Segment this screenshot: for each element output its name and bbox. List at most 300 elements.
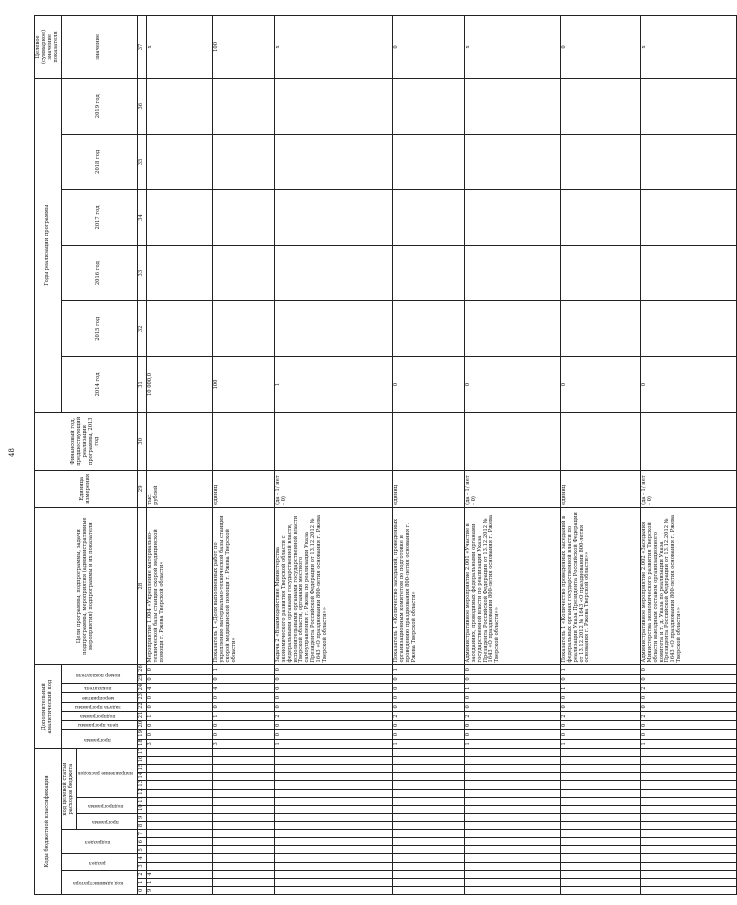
code-cell <box>560 757 640 765</box>
code-cell <box>464 797 560 805</box>
programma-label: программа <box>84 736 112 742</box>
row-finyear <box>274 412 392 470</box>
code-cell: 0 <box>464 665 560 674</box>
row-text: Задача 2 «Взаимодействие Министерства экономического развития Тверской области с федеральными органами государственной власти, исполнительными органами государственной власти Тверской области, органами местного самоуправления г. Ржева по реализации Указа Президента Российской Федерации от 13.12.2012 № 1643 «О праздновании 800-летия основания г. Ржева Тверской области»» <box>274 507 392 665</box>
code-cell <box>640 846 736 854</box>
code-cell <box>274 870 392 878</box>
code-cell: 0 <box>212 693 274 702</box>
code-cell <box>392 789 464 797</box>
index-cell: 30 <box>137 412 146 470</box>
code-cell <box>560 830 640 838</box>
code-cell <box>640 822 736 830</box>
code-cell <box>274 773 392 781</box>
code-cell <box>212 830 274 838</box>
code-cell: 0 <box>146 730 212 739</box>
code-cell <box>274 748 392 756</box>
code-cell <box>274 862 392 870</box>
code-cell <box>464 805 560 813</box>
index-cell: 34 <box>137 190 146 246</box>
code-cell: 0 <box>640 693 736 702</box>
code-cell <box>640 878 736 886</box>
row-2014: 1 <box>274 357 392 413</box>
year-2015-header: 2015 год <box>61 301 137 357</box>
row-total: x <box>464 16 560 79</box>
code-cell: 0 <box>146 665 212 674</box>
index-cell: 15 <box>137 765 146 773</box>
table-row <box>640 16 736 895</box>
code-cell <box>146 805 212 813</box>
code-cell <box>640 854 736 862</box>
code-cell: 0 <box>560 693 640 702</box>
code-cell <box>212 805 274 813</box>
code-cell <box>560 789 640 797</box>
code-cell <box>464 757 560 765</box>
code-cell <box>464 846 560 854</box>
year-2016-header: 2016 год <box>61 245 137 301</box>
years-header: Годы реализации программы <box>35 78 62 412</box>
code-cell <box>464 854 560 862</box>
code-cell <box>212 886 274 894</box>
code-cell <box>212 757 274 765</box>
cel-label: цель программы <box>77 722 118 728</box>
code-cell <box>560 870 640 878</box>
code-cell <box>464 822 560 830</box>
row-2019 <box>560 78 640 134</box>
row-2016 <box>560 245 640 301</box>
row-2017 <box>146 190 212 246</box>
code-cell: 0 <box>392 702 464 711</box>
code-cell <box>212 870 274 878</box>
code-cell: 0 <box>560 721 640 730</box>
code-cell <box>560 878 640 886</box>
index-cell: 36 <box>137 78 146 134</box>
row-2017 <box>392 190 464 246</box>
row-2018 <box>640 134 736 190</box>
code-cell <box>640 838 736 846</box>
code-cell <box>464 862 560 870</box>
row-2018 <box>464 134 560 190</box>
index-cell: 28 <box>137 507 146 665</box>
code-cell <box>464 813 560 821</box>
code-cell: 0 <box>274 684 392 693</box>
index-cell: 1 <box>137 878 146 886</box>
code-cell <box>640 813 736 821</box>
code-cell <box>640 757 736 765</box>
code-cell <box>212 789 274 797</box>
target-header: Целевое (суммарное) значение показателя <box>35 16 62 79</box>
code-cell <box>274 789 392 797</box>
row-finyear <box>146 412 212 470</box>
row-total: x <box>146 16 212 79</box>
code-cell <box>464 830 560 838</box>
year-2018-header: 2018 год <box>61 134 137 190</box>
row-2018 <box>392 134 464 190</box>
code-cell <box>212 854 274 862</box>
code-cell: 0 <box>146 721 212 730</box>
razdel-label: раздел <box>89 859 107 865</box>
code-cell: 4 <box>212 684 274 693</box>
row-2019 <box>640 78 736 134</box>
podrazdel-label: подраздел <box>85 839 111 845</box>
code-cell <box>274 830 392 838</box>
index-cell: 29 <box>137 470 146 507</box>
code-cell <box>464 870 560 878</box>
code-cell: 0 <box>212 702 274 711</box>
code-cell <box>274 846 392 854</box>
row-unit: (да - 1/ нет - 0) <box>640 470 736 507</box>
code-cell: 0 <box>212 674 274 683</box>
code-cell: 0 <box>146 693 212 702</box>
index-cell: 7 <box>137 830 146 838</box>
row-2014: 0 <box>464 357 560 413</box>
code-cell <box>392 838 464 846</box>
year-2017-header: 2017 год <box>61 190 137 246</box>
code-cell: 0 <box>212 730 274 739</box>
row-2018 <box>560 134 640 190</box>
pokazatel-label: показатель <box>84 685 112 691</box>
code-cell <box>392 748 464 756</box>
code-cell <box>464 838 560 846</box>
code-cell <box>640 830 736 838</box>
code-cell: 1 <box>212 711 274 720</box>
code-cell <box>560 846 640 854</box>
index-cell: 33 <box>137 245 146 301</box>
code-cell: 4 <box>146 870 212 878</box>
row-2015 <box>392 301 464 357</box>
code-cell <box>560 822 640 830</box>
index-cell: 13 <box>137 781 146 789</box>
code-cell <box>560 797 640 805</box>
index-cell: 11 <box>137 797 146 805</box>
row-2015 <box>274 301 392 357</box>
code-cell: 1 <box>560 684 640 693</box>
code-cell <box>560 781 640 789</box>
code-cell: 1 <box>146 711 212 720</box>
code-cell <box>392 757 464 765</box>
row-2018 <box>274 134 392 190</box>
code-cell <box>146 846 212 854</box>
index-cell: 26 <box>137 665 146 674</box>
code-cell: 2 <box>640 711 736 720</box>
table-row <box>560 16 640 895</box>
code-cell: 2 <box>392 711 464 720</box>
row-2015 <box>146 301 212 357</box>
index-cell: 22 <box>137 702 146 711</box>
code-cell: 1 <box>464 684 560 693</box>
code-cell <box>560 854 640 862</box>
code-cell <box>640 781 736 789</box>
target-article-header: код целевой статьи расходов бюджета <box>61 748 76 829</box>
code-cell <box>640 886 736 894</box>
row-unit: единиц <box>560 470 640 507</box>
row-2016 <box>212 245 274 301</box>
code-cell: 0 <box>392 684 464 693</box>
code-cell <box>392 765 464 773</box>
row-finyear <box>464 412 560 470</box>
program-table <box>34 15 737 895</box>
index-cell: 4 <box>137 854 146 862</box>
code-cell: 0 <box>560 674 640 683</box>
index-cell: 3 <box>137 862 146 870</box>
code-cell <box>560 813 640 821</box>
goals-header: Цели программы, подпрограммы, задачи подпрограммы, мероприятия (административные мероприятия) подпрограммы и их показатели <box>35 507 138 665</box>
row-finyear <box>560 412 640 470</box>
row-2017 <box>464 190 560 246</box>
row-unit: (да - 1/ нет - 0) <box>464 470 560 507</box>
row-total: x <box>640 16 736 79</box>
code-cell <box>640 748 736 756</box>
table-row <box>464 16 560 895</box>
code-cell <box>560 805 640 813</box>
code-cell: 0 <box>640 702 736 711</box>
code-cell: 0 <box>146 702 212 711</box>
row-2016 <box>274 245 392 301</box>
row-text: Административное мероприятие 2.002 «Заседания Министерства экономического развития Тверской области выездным составом организационного комитета и т. д. Указа по реализации Указа Президента Российской Федерации от 13.12.2012 № 1643 «О праздновании 800-летия основания г. Ржева Тверской области»» <box>640 507 736 665</box>
code-cell: 0 <box>640 721 736 730</box>
code-cell <box>274 765 392 773</box>
code-cell: 0 <box>392 730 464 739</box>
code-cell <box>212 838 274 846</box>
code-admin-label: код администратора <box>72 879 123 885</box>
row-2017 <box>274 190 392 246</box>
index-cell: 5 <box>137 846 146 854</box>
code-cell: 3 <box>146 739 212 748</box>
code-cell: 0 <box>640 665 736 674</box>
code-cell: 0 <box>640 674 736 683</box>
code-cell: 2 <box>274 711 392 720</box>
code-cell: 0 <box>464 674 560 683</box>
code-cell <box>146 813 212 821</box>
code-cell <box>392 822 464 830</box>
code-cell: 0 <box>212 721 274 730</box>
row-unit: единиц <box>392 470 464 507</box>
row-2015 <box>640 301 736 357</box>
row-unit: единиц <box>212 470 274 507</box>
code-cell <box>392 870 464 878</box>
code-cell: 3 <box>212 739 274 748</box>
code-cell: 0 <box>392 674 464 683</box>
table-row <box>212 16 274 895</box>
code-cell <box>640 862 736 870</box>
code-cell: 2 <box>560 711 640 720</box>
code-cell <box>464 789 560 797</box>
code-cell <box>464 765 560 773</box>
code-cell <box>560 748 640 756</box>
index-cell: 21 <box>137 711 146 720</box>
row-2019 <box>392 78 464 134</box>
code-cell <box>640 805 736 813</box>
code-cell <box>146 789 212 797</box>
code-cell <box>146 830 212 838</box>
podprogramma-label: подпрограмма <box>80 713 116 719</box>
row-2015 <box>560 301 640 357</box>
unit-header: Единица измерения <box>35 470 138 507</box>
code-cell <box>392 781 464 789</box>
row-2015 <box>212 301 274 357</box>
index-cell: 8 <box>137 822 146 830</box>
code-cell: 0 <box>392 721 464 730</box>
code-cell: 0 <box>464 730 560 739</box>
index-cell: 25 <box>137 674 146 683</box>
code-cell: 0 <box>274 674 392 683</box>
code-cell <box>640 789 736 797</box>
row-2019 <box>212 78 274 134</box>
row-2017 <box>560 190 640 246</box>
row-2019 <box>146 78 212 134</box>
row-2014: 0 <box>392 357 464 413</box>
row-2019 <box>274 78 392 134</box>
code-cell: 0 <box>274 721 392 730</box>
column-index-row <box>137 16 146 895</box>
code-cell <box>392 846 464 854</box>
row-unit: (да - 1/ нет - 0) <box>274 470 392 507</box>
code-cell: 1 <box>212 665 274 674</box>
code-cell <box>274 797 392 805</box>
code-cell: 0 <box>392 693 464 702</box>
row-total: 0 <box>560 16 640 79</box>
code-cell <box>212 781 274 789</box>
row-2016 <box>464 245 560 301</box>
code-cell <box>464 878 560 886</box>
budget-codes-header: Коды бюджетной классификации <box>35 748 62 894</box>
zadacha-label: задача программы <box>74 703 121 709</box>
index-cell: 24 <box>137 684 146 693</box>
index-cell: 32 <box>137 301 146 357</box>
code-cell: 0 <box>560 702 640 711</box>
code-cell <box>212 846 274 854</box>
row-finyear <box>392 412 464 470</box>
row-total: 0 <box>392 16 464 79</box>
code-cell <box>274 854 392 862</box>
code-cell: 1 <box>146 878 212 886</box>
index-cell: 2 <box>137 870 146 878</box>
index-cell: 17 <box>137 748 146 756</box>
code-cell <box>146 862 212 870</box>
code-cell: 0 <box>274 693 392 702</box>
code-cell <box>274 805 392 813</box>
code-cell: 1 <box>640 739 736 748</box>
sub-programma-label: программа <box>91 819 119 825</box>
index-cell: 0 <box>137 886 146 894</box>
code-cell <box>146 822 212 830</box>
code-cell <box>392 797 464 805</box>
code-cell <box>146 773 212 781</box>
row-2014: 0 <box>640 357 736 413</box>
code-cell: 9 <box>146 886 212 894</box>
row-2014: 10 000,0 <box>146 357 212 413</box>
code-cell <box>212 862 274 870</box>
year-2019-header: 2019 год <box>61 78 137 134</box>
code-cell: 0 <box>146 674 212 683</box>
code-cell: 0 <box>640 730 736 739</box>
code-cell <box>560 838 640 846</box>
code-cell <box>274 886 392 894</box>
code-cell <box>146 765 212 773</box>
code-cell <box>274 813 392 821</box>
code-cell <box>212 822 274 830</box>
code-cell <box>640 773 736 781</box>
code-cell <box>640 765 736 773</box>
code-cell: 1 <box>392 739 464 748</box>
code-cell: 0 <box>274 665 392 674</box>
code-cell: 1 <box>560 665 640 674</box>
code-cell <box>560 765 640 773</box>
code-cell <box>464 748 560 756</box>
code-cell: 2 <box>464 711 560 720</box>
code-cell <box>274 781 392 789</box>
znachenie-header: значение <box>61 16 137 79</box>
row-2014: 0 <box>560 357 640 413</box>
row-unit: тыс. рублей <box>146 470 212 507</box>
code-cell: 1 <box>392 665 464 674</box>
row-2017 <box>212 190 274 246</box>
index-cell: 37 <box>137 16 146 79</box>
sub-podprogramma-label: подпрограмма <box>87 802 123 808</box>
code-cell <box>560 773 640 781</box>
row-finyear <box>640 412 736 470</box>
code-cell <box>392 854 464 862</box>
nomer-pokazatelya-label: номер показателя <box>75 671 120 677</box>
code-cell: 0 <box>560 730 640 739</box>
code-cell <box>274 822 392 830</box>
row-2018 <box>212 134 274 190</box>
code-cell <box>212 765 274 773</box>
code-cell <box>392 773 464 781</box>
row-2018 <box>146 134 212 190</box>
code-cell <box>392 862 464 870</box>
index-cell: 23 <box>137 693 146 702</box>
code-cell: 0 <box>274 730 392 739</box>
index-cell: 19 <box>137 730 146 739</box>
index-cell: 6 <box>137 838 146 846</box>
code-cell <box>274 838 392 846</box>
code-cell: 2 <box>640 684 736 693</box>
code-cell: 0 <box>274 702 392 711</box>
code-cell <box>392 886 464 894</box>
table-row <box>392 16 464 895</box>
row-2017 <box>640 190 736 246</box>
code-cell <box>392 813 464 821</box>
row-2014: 100 <box>212 357 274 413</box>
code-cell: 0 <box>464 721 560 730</box>
code-cell <box>274 757 392 765</box>
row-text: Показатель 1 «Количество проведенных заседаний в федеральных органах государственной власти по реализации Указа Президента Российской Федерации от 13.12.2012 № 1643 «О праздновании 800-летия основания г. Ржева Тверской области»» <box>560 507 640 665</box>
index-cell: 35 <box>137 134 146 190</box>
code-cell: 4 <box>146 684 212 693</box>
code-cell <box>392 878 464 886</box>
row-2016 <box>392 245 464 301</box>
row-2016 <box>146 245 212 301</box>
index-cell: 14 <box>137 773 146 781</box>
row-text: Мероприятие 1.004 «Укрепление материально-технической базы станции скорой медицинской помощи г. Ржева Тверской области» <box>146 507 212 665</box>
row-total: x <box>274 16 392 79</box>
code-cell <box>146 748 212 756</box>
code-cell <box>392 805 464 813</box>
meropriyatie-label: мероприятие <box>81 694 114 700</box>
index-cell: 16 <box>137 757 146 765</box>
code-cell <box>146 781 212 789</box>
code-cell <box>212 813 274 821</box>
index-cell: 10 <box>137 805 146 813</box>
code-cell <box>146 838 212 846</box>
code-cell: 1 <box>274 739 392 748</box>
row-2019 <box>464 78 560 134</box>
row-text: Административное мероприятие 2.001 «Участие в заседаниях, проводимых федеральными органами государственной власти по реализации Указа Президента Российской Федерации от 13.12.2012 № 1643 «О праздновании 800-летия основания г. Ржева Тверской области»» <box>464 507 560 665</box>
code-cell <box>212 773 274 781</box>
table-row <box>274 16 392 895</box>
code-cell: 1 <box>560 739 640 748</box>
row-text: Показатель 1 «Количество заседаний, проведенных организационным комитетом по подготовке и проведению празднования 800-летия основания г. Ржева Тверской области» <box>392 507 464 665</box>
